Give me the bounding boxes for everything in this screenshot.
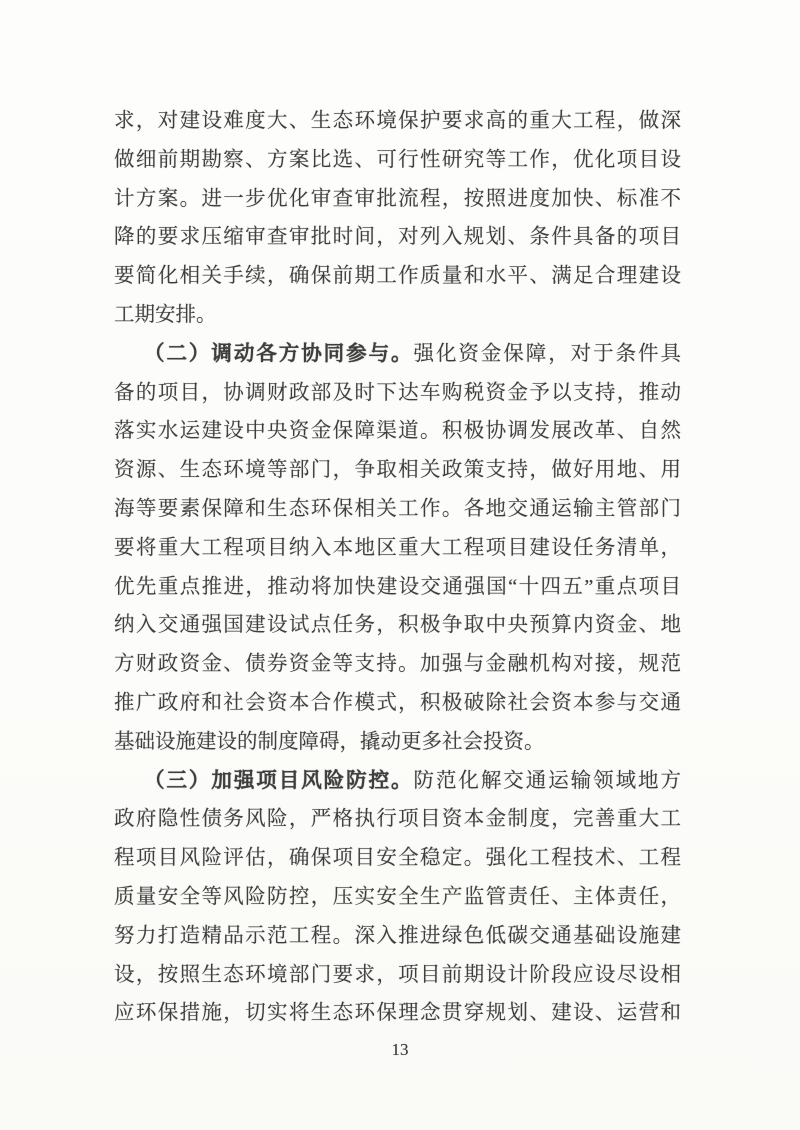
- text-line: 质量安全等风险防控，压实安全生产监管责任、主体责任，: [114, 885, 681, 908]
- page-number: 13: [391, 1040, 409, 1059]
- text-line: 优先重点推进，推动将加快建设交通强国“十四五”重点项目: [114, 575, 681, 598]
- paragraph-continuation: [114, 102, 681, 335]
- document-body: [114, 102, 681, 1033]
- section-two-first-text: 强化资金保障，对于条件具: [413, 342, 682, 365]
- text-line: 备的项目，协调财政部及时下达车购税资金予以支持，推动: [114, 381, 681, 404]
- text-line: [114, 335, 681, 374]
- text-line: 要简化相关手续，确保前期工作质量和水平、满足合理建设: [114, 265, 681, 288]
- text-line: 落实水运建设中央资金保障渠道。积极协调发展改革、自然: [114, 420, 681, 443]
- text-line: 海等要素保障和生态环保相关工作。各地交通运输主管部门: [114, 497, 681, 520]
- text-line: 努力打造精品示范工程。深入推进绿色低碳交通基础设施建: [114, 924, 681, 947]
- paragraph-section-three: [114, 762, 681, 1034]
- text-line: 纳入交通强国建设试点任务，积极争取中央预算内资金、地: [114, 614, 681, 637]
- text-line: 工期安排。: [114, 303, 217, 326]
- page-footer: [0, 1040, 800, 1060]
- text-line: 基础设施建设的制度障碍，撬动更多社会投资。: [114, 730, 545, 753]
- text-line: 程项目风险评估，确保项目安全稳定。强化工程技术、工程: [114, 847, 681, 870]
- text-line: 要将重大工程项目纳入本地区重大工程项目建设任务清单，: [114, 536, 681, 559]
- text-line: 资源、生态环境等部门，争取相关政策支持，做好用地、用: [114, 459, 681, 482]
- text-line: 政府隐性债务风险，严格执行项目资本金制度，完善重大工: [114, 808, 681, 831]
- text-line: 方财政资金、债券资金等支持。加强与金融机构对接，规范: [114, 653, 681, 676]
- section-two-heading: （二）调动各方协同参与。: [144, 342, 414, 365]
- section-three-first-text: 防范化解交通运输领域地方: [413, 769, 682, 792]
- paragraph-section-two: [114, 335, 681, 762]
- text-line: 求，对建设难度大、生态环境保护要求高的重大工程，做深: [114, 110, 681, 132]
- text-line: 设，按照生态环境部门要求，项目前期设计阶段应设尽设相: [114, 963, 681, 986]
- text-line: 应环保措施，切实将生态环保理念贯穿规划、建设、运营和: [114, 1002, 681, 1025]
- text-line: 降的要求压缩审查审批时间，对列入规划、条件具备的项目: [114, 226, 681, 249]
- text-line: 做细前期勘察、方案比选、可行性研究等工作，优化项目设: [114, 148, 681, 171]
- text-line: 推广政府和社会资本合作模式，积极破除社会资本参与交通: [114, 691, 681, 714]
- text-line: [114, 762, 681, 801]
- section-three-heading: （三）加强项目风险防控。: [144, 769, 414, 792]
- text-line: 计方案。进一步优化审查审批流程，按照进度加快、标准不: [114, 187, 681, 210]
